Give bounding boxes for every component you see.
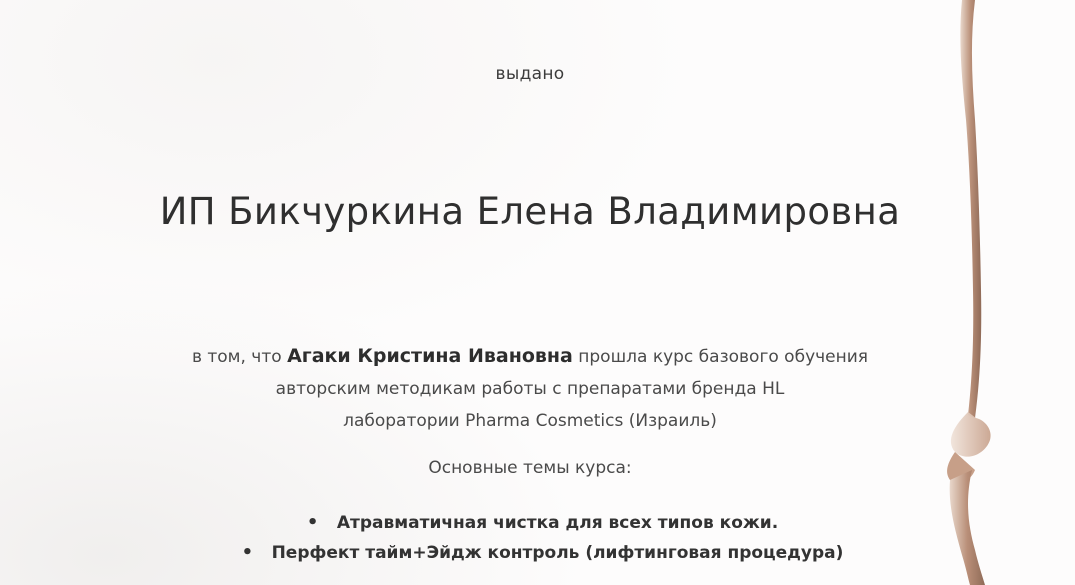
bullet-icon: • bbox=[241, 542, 254, 563]
topics-list bbox=[0, 508, 1075, 568]
statement-prefix: в том, что bbox=[191, 347, 282, 367]
issued-label: выдано bbox=[495, 64, 565, 84]
statement-line-3: лаборатории Pharma Cosmetics (Израиль) bbox=[343, 411, 717, 431]
statement-suffix: прошла курс базового обучения bbox=[578, 347, 869, 367]
list-item bbox=[0, 538, 1075, 568]
certificate-statement bbox=[0, 340, 1060, 437]
student-name: Агаки Кристина Ивановна bbox=[287, 345, 573, 367]
topics-heading: Основные темы курса: bbox=[428, 458, 632, 478]
certificate-holder-name: ИП Бикчуркина Елена Владимировна bbox=[159, 190, 901, 233]
topic-text: Атравматичная чистка для всех типов кожи. bbox=[336, 513, 779, 533]
statement-line-1 bbox=[0, 340, 1060, 373]
topic-text: Перфект тайм+Эйдж контроль (лифтинговая процедура) bbox=[271, 543, 844, 563]
list-item bbox=[0, 508, 1075, 538]
bullet-icon: • bbox=[306, 512, 319, 533]
statement-line-2: авторским методикам работы с препаратами бренда HL bbox=[275, 379, 785, 399]
